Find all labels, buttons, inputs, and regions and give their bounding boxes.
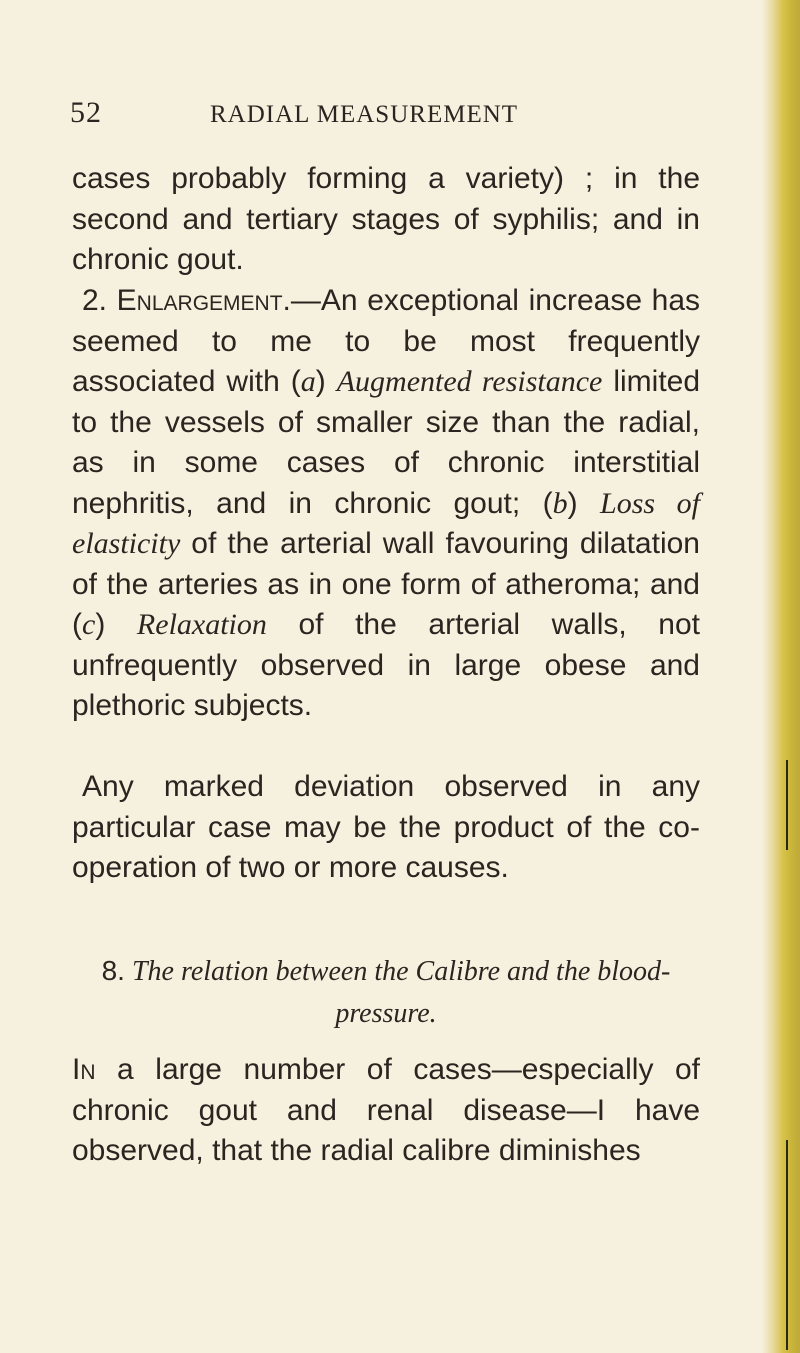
text-run: ) bbox=[95, 608, 137, 641]
section-title-text: The relation between the Calibre and the blood-pressure. bbox=[131, 956, 671, 1029]
enum-letter: b bbox=[552, 486, 568, 520]
text-run: ) bbox=[315, 365, 337, 398]
item-number: 2. bbox=[82, 284, 108, 317]
paragraph-4-text: a large number of cases—especially of chronic gout and renal disease—I have observed, that the radial calibre diminishes bbox=[72, 1053, 700, 1167]
paragraph-2 bbox=[72, 281, 700, 727]
paragraph-4 bbox=[72, 1050, 700, 1172]
text-run: —An exceptional increase has seemed to me to be most frequently associated with ( bbox=[72, 284, 700, 398]
section-number: 8. bbox=[101, 955, 125, 986]
section-title bbox=[72, 950, 700, 1035]
page-edge-line bbox=[786, 1140, 788, 1350]
lead-word: In bbox=[72, 1053, 96, 1086]
enum-letter: a bbox=[300, 365, 316, 398]
enum-letter: c bbox=[82, 608, 96, 641]
italic-term: Augmented resistance bbox=[336, 365, 603, 398]
italic-term: Relaxation bbox=[136, 608, 267, 641]
text-run: ) bbox=[567, 486, 601, 520]
italic-term: Loss of elasticity bbox=[72, 486, 700, 560]
text-run: of the arterial walls, not unfrequently observed in large obese and plethoric subjects. bbox=[72, 608, 700, 722]
section-heading-enlargement: Enlargement. bbox=[116, 284, 291, 317]
page-edge-line bbox=[786, 760, 788, 850]
text-run: of the arterial wall favouring dilatation of the arteries as in one form of atheroma; and ( bbox=[72, 527, 700, 641]
page-edge bbox=[762, 0, 800, 1353]
paragraph-1: cases probably forming a variety) ; in the second and tertiary stages of syphilis; and in chronic gout. bbox=[72, 162, 700, 276]
running-header bbox=[70, 96, 518, 130]
text-run: limited to the vessels of smaller size than the radial, as in some cases of chronic interstitial nephritis, and in chronic gout; ( bbox=[72, 365, 701, 520]
running-title: RADIAL MEASUREMENT bbox=[210, 101, 519, 128]
paragraph-3: Any marked deviation observed in any particular case may be the product of the co-operation of two or more causes. bbox=[72, 770, 700, 884]
page-number: 52 bbox=[70, 96, 102, 129]
